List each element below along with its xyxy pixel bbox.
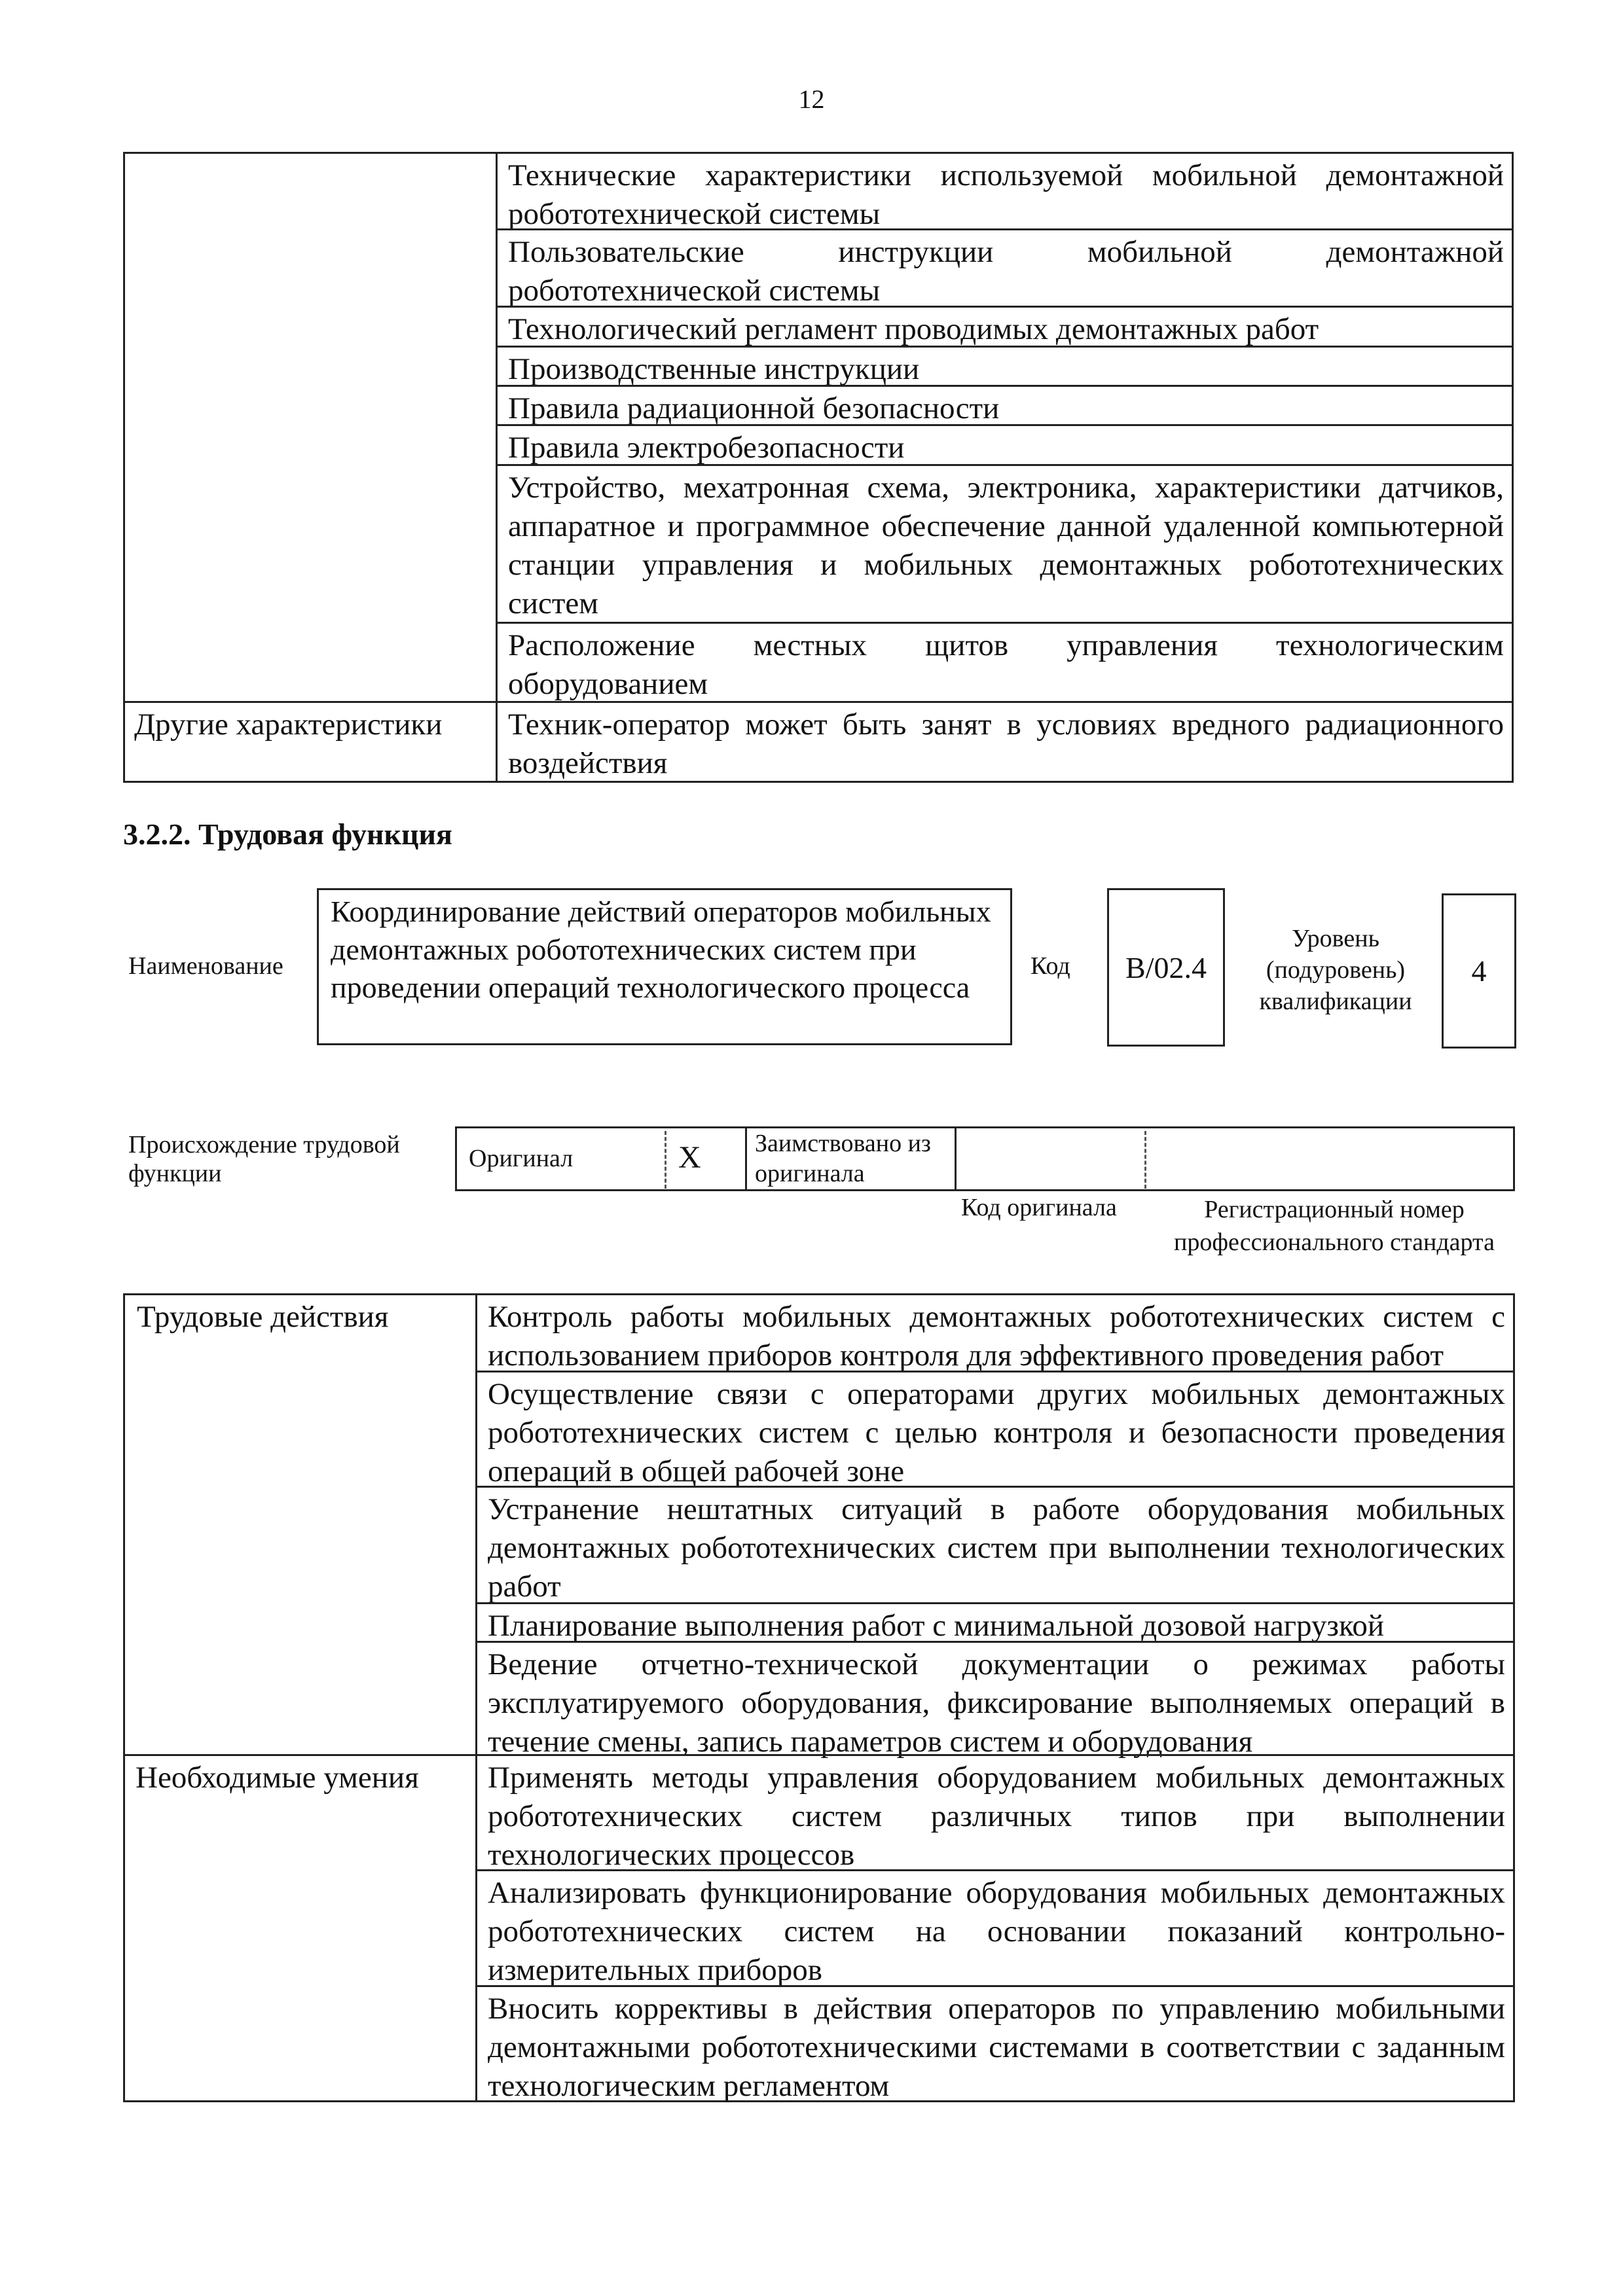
page-number: 12: [798, 84, 825, 114]
original-mark: X: [678, 1139, 701, 1175]
required-skill-item: Вносить коррективы в действия операторов по управлению мобильными демонтажными робототехническими системами в соответствии с заданным технологическим регламентом: [475, 1985, 1515, 2102]
required-skill-item: Применять методы управления оборудованием мобильных демонтажных робототехнических систем различных типов при выполнении технологических процессов: [475, 1754, 1515, 1871]
level-label: Уровень (подуровень) квалификации: [1259, 925, 1412, 1015]
registration-caption: Регистрационный номер профессионального стандарта: [1174, 1196, 1495, 1256]
labour-action-item: Устранение нештатных ситуаций в работе оборудования мобильных демонтажных робототехнических систем при выполнении технологических работ: [475, 1486, 1515, 1604]
top-table-row: Устройство, мехатронная схема, электроника, характеристики датчиков, аппаратное и программное обеспечение данной удаленной компьютерной станции управления и мобильных демонтажных робототехнических систем: [496, 464, 1514, 624]
labour-action-item: Планирование выполнения работ с минимальной дозовой нагрузкой: [475, 1602, 1515, 1643]
name-value: Координирование действий операторов мобильных демонтажных робототехнических систем при проведении операций технологического процесса: [317, 888, 1012, 1045]
required-skill-item: Анализировать функционирование оборудования мобильных демонтажных робототехнических систем на основании показаний контрольно-измерительных приборов: [475, 1869, 1515, 1987]
top-table-row: Производственные инструкции: [496, 346, 1514, 387]
code-label: Код: [1030, 952, 1070, 980]
top-table-row: Технологический регламент проводимых демонтажных работ: [496, 306, 1514, 348]
origin-label: Происхождение трудовой функции: [128, 1131, 400, 1187]
origin-divider: [745, 1126, 747, 1191]
top-table-row: Пользовательские инструкции мобильной демонтажной робототехнической системы: [496, 228, 1514, 308]
borrowed-label: Заимствовано из оригинала: [755, 1130, 931, 1187]
top-table-row: Расположение местных щитов управления технологическим оборудованием: [496, 622, 1514, 703]
top-table-row: Правила радиационной безопасности: [496, 385, 1514, 426]
labour-action-item: Ведение отчетно-технической документации о режимах работы эксплуатируемого оборудования, фиксирование выполняемых операций в течение смены, запись параметров систем и оборудования: [475, 1641, 1515, 1756]
required-skills-label: Необходимые умения: [123, 1754, 477, 2102]
name-label: Наименование: [128, 952, 283, 980]
labour-action-item: Контроль работы мобильных демонтажных робототехнических систем с использованием приборов контроля для эффективного проведения работ: [475, 1293, 1515, 1372]
top-table-row: Правила электробезопасности: [496, 424, 1514, 466]
top-table-row: Технические характеристики используемой мобильной демонтажной робототехнической системы: [496, 152, 1514, 230]
level-value: 4: [1442, 893, 1516, 1049]
code-value: B/02.4: [1107, 888, 1225, 1047]
other-characteristics-value: Техник-оператор может быть занят в условиях вредного радиационного воздействия: [496, 701, 1514, 783]
original-label: Оригинал: [469, 1145, 574, 1172]
origin-box: [455, 1126, 1515, 1191]
other-characteristics-label: Другие характеристики: [123, 701, 498, 783]
origin-divider: [955, 1126, 957, 1191]
labour-actions-label: Трудовые действия: [123, 1293, 477, 1756]
labour-action-item: Осуществление связи с операторами других мобильных демонтажных робототехнических систем с целью контроля и безопасности проведения операций в общей рабочей зоне: [475, 1371, 1515, 1488]
code-original-caption: Код оригинала: [961, 1194, 1117, 1221]
origin-divider: [1144, 1131, 1146, 1189]
top-table-left-cell: [123, 152, 498, 703]
origin-divider: [665, 1131, 666, 1189]
section-heading: 3.2.2. Трудовая функция: [123, 817, 452, 851]
